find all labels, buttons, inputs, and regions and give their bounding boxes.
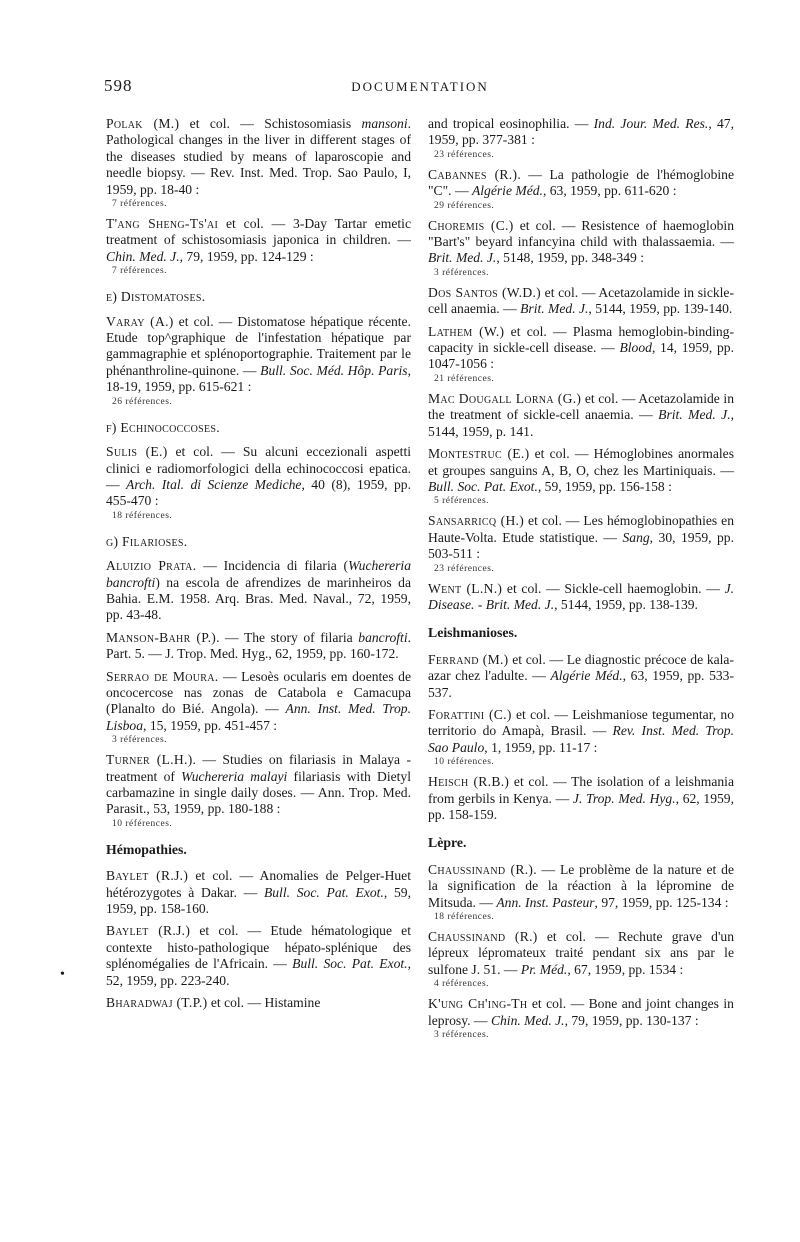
entry-author: Baylet (R.J.) — [106, 868, 189, 884]
entry-journal: bancrofti — [358, 629, 408, 645]
entry-journal: Brit. Med. J. — [520, 301, 589, 317]
bibliography-entry — [428, 862, 734, 923]
bibliography-entry — [106, 752, 411, 830]
entry-citation: , 59, 1959, pp. 156-158 : — [537, 478, 672, 494]
entry-author: K'ung Ch'ing-Th — [428, 996, 528, 1012]
entry-references: 7 références. — [112, 199, 168, 210]
entry-author: Mac Dougall Lorna (G.) — [428, 390, 582, 406]
entry-citation: , 67, 1959, pp. 1534 : — [567, 961, 684, 977]
entry-author: T'ang Sheng-Ts'ai — [106, 216, 219, 232]
bibliography-entry — [428, 218, 734, 279]
entry-journal: Bull. Soc. Méd. Hôp. Paris — [260, 362, 408, 378]
entry-text: et col. — Acetazolamide in the treatment of sickle-cell anaemia. — — [428, 390, 734, 423]
entry-journal: Sang — [622, 529, 650, 545]
entry-citation: filariasis with Dietyl carbamazine in single daily doses. — Ann. Trop. Med. Parasit., 53, 1959, pp. 180-188 : — [106, 768, 411, 817]
left-column — [106, 116, 411, 1017]
entry-text: et col. — Resistence of haemoglobin "Bart's" beyard infancyina child with thalassaemia. — — [428, 217, 735, 250]
entry-references: 18 références. — [434, 912, 495, 923]
entry-text: and tropical eosinophilia. — — [428, 116, 594, 131]
entry-text: et col. — Su alcuni eccezionali aspetti clinici e radiomorfologici della echinococcosi epatica. — — [106, 444, 411, 492]
entry-author: Turner (L.H.) — [106, 752, 193, 768]
entry-references: 7 références. — [112, 266, 168, 277]
bibliography-entry — [428, 707, 734, 768]
entry-journal: Ann. Inst. Med. Trop. Lisboa — [106, 701, 412, 733]
bibliography-entry — [428, 996, 734, 1041]
entry-author: Lathem (W.) — [428, 323, 505, 339]
bibliography-entry — [428, 116, 734, 161]
bibliography-entry — [106, 995, 411, 1011]
entry-journal: Chin. Med. J. — [490, 1012, 565, 1028]
entry-text: et col. — Leishmaniose tegumentar, no territorio do Amapà, Brasil. — — [428, 706, 734, 739]
entry-journal: Brit. Med. J. — [428, 250, 497, 266]
section-label-text: e) Distomatoses. — [106, 289, 206, 305]
bibliography-entry — [428, 324, 734, 385]
entry-citation: , 47, 1959, pp. 377-381 : — [428, 116, 734, 148]
entry-author: Heisch (R.B.) — [428, 774, 510, 790]
section-label-text: f) Echinococcoses. — [106, 419, 220, 435]
entry-text: et col. — Plasma hemoglobin-binding-capacity in sickle-cell disease. — — [428, 323, 734, 356]
bullet-mark: • — [60, 967, 65, 982]
entry-references: 29 références. — [434, 200, 495, 211]
entry-text: et col. — The isolation of a leishmania from gerbils in Kenya. — — [428, 774, 734, 806]
page-number: 598 — [104, 76, 133, 95]
section-heading: Lèpre. — [428, 835, 467, 851]
entry-citation: , 15, 1959, pp. 451-457 : — [143, 717, 278, 733]
entry-citation: . Pathological changes in the liver in different stages of the diseases studied by means of laparoscopie and needle biopsy. — Rev. Inst. Med. Trop. Sao Paulo, I, 1959, pp. 18-40 : — [106, 116, 412, 197]
entry-citation: , 5144, 1959, pp. 138-139. — [554, 596, 698, 612]
entry-journal: Wuchereria malayi — [181, 768, 288, 784]
section-heading: Leishmanioses. — [428, 625, 518, 641]
bibliography-entry — [428, 167, 734, 212]
entry-author: Montestruc (E.) — [428, 446, 530, 462]
section-label-text: g) Filarioses. — [106, 533, 188, 549]
entry-author: Varay (A.) — [106, 313, 174, 329]
section-label — [106, 289, 411, 305]
bibliography-entry — [428, 929, 734, 990]
entry-references: 3 références. — [112, 735, 168, 746]
entry-journal: Algérie Méd. — [471, 183, 543, 199]
entry-author: Manson-Bahr (P.) — [106, 629, 217, 645]
entry-citation: , 97, 1959, pp. 125-134 : — [594, 894, 729, 910]
entry-text: et col. — Histamine — [207, 995, 321, 1011]
entry-author: Polak (M.) — [106, 116, 180, 131]
entry-references: 18 références. — [112, 510, 173, 521]
entry-author: Chaussinand (R.) — [428, 929, 538, 945]
entry-journal: Brit. Med. J. — [658, 407, 731, 423]
entry-author: Dos Santos (W.D.) — [428, 284, 541, 300]
section-heading: Hémopathies. — [106, 841, 187, 857]
entry-text: et col. — Rechute grave d'un lépreux lépromateux traité pendant six ans par le sulfone J. 51. — — [428, 929, 734, 977]
bibliography-entry — [106, 669, 411, 747]
entry-text: . — The story of filaria — [216, 629, 359, 645]
section-label — [106, 420, 411, 436]
entry-citation: , 18-19, 1959, pp. 615-621 : — [106, 362, 411, 395]
entry-journal: Bull. Soc. Pat. Exot. — [292, 956, 408, 972]
entry-references: 23 références. — [434, 563, 495, 574]
entry-citation: , 14, 1959, pp. 1047-1056 : — [428, 340, 734, 372]
entry-references: 4 références. — [434, 979, 490, 990]
entry-author: Sansarricq (H.) — [428, 513, 525, 529]
bibliography-entry — [428, 581, 734, 614]
entry-text: et col. — Distomatose hépatique récente. Etude top^graphique de l'infestation hépatique par gammagraphie et splénoportographie. Traitement par le phénanthroline-quinone. — — [106, 313, 411, 378]
entry-references: 26 références. — [112, 396, 173, 407]
entry-author: Baylet (R.J.) — [106, 923, 191, 939]
right-column — [428, 116, 734, 1047]
entry-journal: Ann. Inst. Pasteur — [496, 894, 595, 910]
entry-journal: Algérie Méd. — [550, 668, 623, 684]
entry-citation: . Part. 5. — J. Trop. Med. Hyg., 62, 1959, pp. 160-172. — [106, 629, 412, 662]
entry-journal: Chin. Med. J. — [106, 248, 180, 264]
entry-author: Forattini (C.) — [428, 706, 512, 722]
entry-journal: Blood — [619, 340, 652, 356]
entry-author: Ferrand (M.) — [428, 651, 509, 667]
section-label — [106, 534, 411, 550]
entry-citation: , 63, 1959, pp. 611-620 : — [542, 183, 677, 199]
entry-journal: Arch. Ital. di Scienze Mediche — [126, 476, 302, 492]
entry-author: Choremis (C.) — [428, 217, 514, 233]
entry-citation: , 63, 1959, pp. 533-537. — [428, 668, 734, 700]
entry-citation: , 52, 1959, pp. 223-240. — [106, 956, 411, 988]
bibliography-entry — [428, 513, 734, 574]
entry-journal: Rev. Inst. Med. Trop. Sao Paulo — [428, 723, 734, 755]
bibliography-entry — [106, 116, 411, 210]
entry-text: et col. — Hémoglobines anormales et groupes sanguins A, B, O, chez les Martiniquais. — — [428, 446, 734, 478]
bibliography-entry — [428, 774, 734, 823]
bibliography-entry — [428, 652, 734, 701]
entry-journal: J. Disease. - Brit. Med. J. — [428, 580, 734, 612]
entry-text: et col. — Les hémoglobinopathies en Haute-Volta. Etude statistique. — — [428, 513, 734, 545]
entry-journal: J. Trop. Med. Hyg. — [572, 790, 676, 806]
entry-text: . — Le problème de la nature et de la signification de la réaction à la lépromine de Mitsuda. — — [428, 861, 734, 910]
entry-journal: Wuchereria bancrofti — [106, 558, 411, 590]
entry-journal: mansoni — [361, 116, 408, 131]
entry-text: et col. — 3-Day Tartar emetic treatment of schistosomiasis japonica in children. — — [106, 216, 411, 248]
entry-citation: , 40 (8), 1959, pp. 455-470 : — [106, 476, 411, 509]
entry-citation: , 79, 1959, pp. 130-137 : — [564, 1012, 699, 1028]
bibliography-entry — [106, 558, 411, 624]
entry-references: 21 références. — [434, 373, 495, 384]
entry-journal: Ind. Jour. Med. Res. — [593, 116, 709, 131]
bibliography-entry — [106, 630, 411, 663]
entry-citation: , 59, 1959, pp. 158-160. — [106, 884, 411, 917]
entry-references: 5 références. — [434, 496, 490, 507]
bibliography-entry — [428, 391, 734, 440]
entry-citation: , 62, 1959, pp. 158-159. — [428, 790, 734, 822]
entry-author: Aluizio Prata. — [106, 558, 197, 574]
entry-text: — Incidencia di filaria ( — [196, 558, 349, 574]
bibliography-entry — [428, 285, 734, 318]
entry-citation: , 30, 1959, pp. 503-511 : — [428, 529, 735, 562]
entry-text: et col. — Sickle-cell haemoglobin. — — [502, 580, 725, 596]
entry-author: Chaussinand (R.) — [428, 861, 534, 877]
entry-text: et col. — Anomalies de Pelger-Huet hétérozygotes à Dakar. — — [106, 868, 411, 900]
entry-references: 3 références. — [434, 1030, 490, 1041]
entry-text: et col. — Schistosomiasis — [179, 116, 362, 131]
bibliography-entry — [106, 314, 411, 408]
entry-journal: Bull. Soc. Pat. Exot. — [428, 478, 538, 494]
entry-text: . — Studies on filariasis in Malaya - treatment of — [106, 752, 412, 784]
entry-author: Serrao de Moura. — [106, 668, 219, 684]
entry-author: Cabannes (R.) — [428, 166, 518, 182]
page-header — [0, 76, 800, 100]
entry-text: et col. — Acetazolamide in sickle-cell anaemia. — — [428, 284, 734, 317]
entry-references: 10 références. — [112, 818, 173, 829]
entry-references: 3 références. — [434, 267, 490, 278]
entry-citation: , 5144, 1959, p. 141. — [428, 407, 735, 439]
bibliography-entry — [106, 444, 411, 522]
bibliography-entry — [106, 868, 411, 917]
entry-citation: ) na escola de afrendizes de marinheiros da Bahia. E.M. 1958. Arq. Bras. Med. Naval., 72, 1959, pp. 43-48. — [106, 574, 411, 623]
entry-references: 10 références. — [434, 757, 495, 768]
entry-author: Bharadwaj (T.P.) — [106, 995, 208, 1011]
entry-text: et col. — Bone and joint changes in leprosy. — — [428, 996, 734, 1028]
entry-text: . — La pathologie de l'hémoglobine "C". — — [428, 166, 734, 199]
entry-journal: Pr. Méd. — [520, 961, 568, 977]
entry-author: Went (L.N.) — [428, 580, 503, 596]
running-title: DOCUMENTATION — [351, 79, 489, 94]
bibliography-entry — [106, 216, 411, 277]
entry-references: 23 références. — [434, 149, 495, 160]
entry-citation: , 5148, 1959, pp. 348-349 : — [496, 250, 644, 266]
bibliography-entry — [428, 446, 734, 507]
entry-citation: , 5144, 1959, pp. 139-140. — [588, 301, 733, 317]
entry-citation: , 79, 1959, pp. 124-129 : — [179, 248, 314, 264]
entry-text: et col. — Le diagnostic précoce de kala-azar chez l'adulte. — — [428, 651, 734, 684]
entry-citation: , 1, 1959, pp. 11-17 : — [484, 739, 598, 755]
entry-text: — Lesoès ocularis em doentes de oncocercose nas zonas de Catabola e Camacupa (Planalto do Bié. Angola). — — [106, 668, 411, 717]
entry-journal: Bull. Soc. Pat. Exot. — [263, 884, 384, 900]
entry-author: Sulis (E.) — [106, 444, 168, 460]
bibliography-entry — [106, 923, 411, 989]
entry-text: et col. — Etude hématologique et contexte histo-pathologique hépato-splénique des splénomégalies de l'Africain. — — [106, 923, 411, 972]
